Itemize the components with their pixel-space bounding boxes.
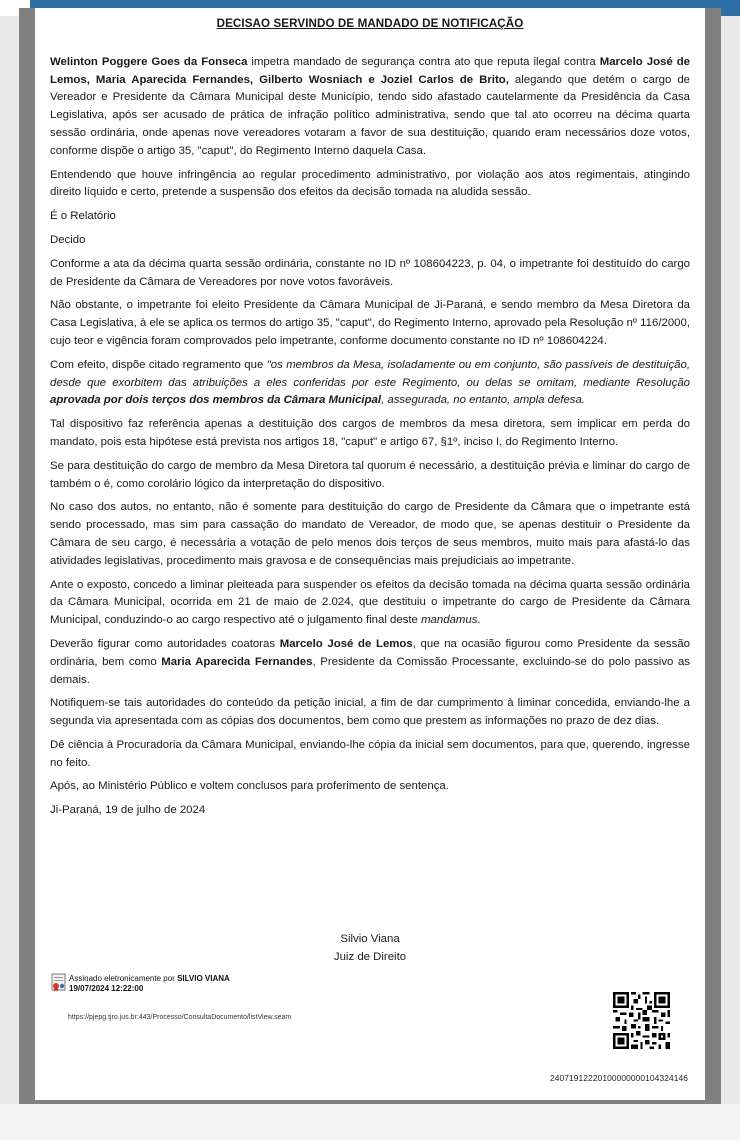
- regimento-quote-end: , assegurada, no entanto, ampla defesa.: [381, 394, 585, 407]
- paragraph-12: [50, 636, 690, 689]
- paragraph-5: Conforme a ata da décima quarta sessão ordinária, constante no ID nº 108604223, p. 04, o impetrante foi destituído do cargo de Presidente da Câmara de Vereadores por nove votos favoráveis.: [50, 257, 690, 288]
- paragraph-6: Não obstante, o impetrante foi eleito Presidente da Câmara Municipal de Ji-Paraná, e sendo membro da Mesa Diretora da Casa Legislativa, à ele se aplica os termos do artigo 35, "caput", do Regimento Interno, aprovado pela Resolução nº 116/2000, cujo teor e vigência foram comprovados pelo impetrante, conforme documento constante no ID nº 108604224.: [50, 299, 690, 347]
- coatora-2-name: Maria Aparecida Fernandes: [161, 655, 313, 668]
- regimento-quote-emphasis: aprovada por dois terços dos membros da Câmara Municipal: [50, 394, 382, 407]
- impetrante-name: Welinton Poggere Goes da Fonseca: [50, 55, 248, 68]
- paragraph-1: [50, 54, 690, 161]
- paragraph-12-text-a: Deverão figurar como autoridades coatoras: [50, 637, 280, 650]
- qr-code: [613, 992, 670, 1049]
- paragraph-7: [50, 357, 690, 410]
- certificate-icon: [51, 973, 67, 992]
- document-page: [35, 8, 705, 1100]
- paragraph-15: Após, ao Ministério Público e voltem conclusos para proferimento de sentença.: [50, 780, 449, 793]
- coatores-names: Marcelo José de Lemos, Maria Aparecida Fernandes, Gilberto Wosniach e Joziel Carlos de Brito,: [50, 55, 690, 86]
- paragraph-relatorio: É o Relatório: [50, 210, 116, 223]
- paragraph-decido: Decido: [50, 233, 86, 246]
- document-title: DECISAO SERVINDO DE MANDADO DE NOTIFICAÇÃO: [216, 17, 524, 30]
- signature-name: SILVIO VIANA: [177, 974, 230, 983]
- document-id: 24071912220100000000104324146: [550, 1073, 688, 1083]
- bottom-area: [0, 1104, 740, 1140]
- paragraph-13: Notifiquem-se tais autoridades do conteúdo da petição inicial, a fim de dar cumprimento à liminar concedida, enviando-lhe a segunda via apresentada com as cópias dos documentos, bem como que prestem as informações no prazo de dez dias.: [50, 697, 690, 728]
- paragraph-11: [50, 577, 690, 630]
- paragraph-2: Entendendo que houve infringência ao regular procedimento administrativo, por violação aos atos regimentais, atingindo direito líquido e certo, pretende a suspensão dos efeitos da decisão tomada na aludida sessão.: [50, 168, 690, 199]
- signer-name: Silvio Viana: [340, 933, 400, 945]
- paragraph-7-text-a: Com efeito, dispõe citado regramento que: [50, 358, 267, 371]
- paragraph-1-text-a: impetra mandado de segurança contra ato que reputa ilegal contra: [247, 55, 600, 68]
- paragraph-9: Se para destituição do cargo de membro da Mesa Diretora tal quorum é necessário, a destituição prévia e liminar do cargo de também o é, como corolário lógico da interpretação do dispositivo.: [50, 459, 690, 490]
- paragraph-14: Dê ciência à Procuradoria da Câmara Municipal, enviando-lhe cópia da inicial sem documentos, para que, querendo, ingresse no feito.: [50, 738, 690, 769]
- paragraph-10: No caso dos autos, no entanto, não é somente para destituição do cargo de Presidente da Câmara que o impetrante está sendo processado, mas sim para cassação do mandato de Vereador, de modo que, se apenas destituir o Presidente da Câmara de seu cargo, é necessária a votação de pelo menos dois terços de seus membros, muito mais para afastá-lo das atividades legislativas, procedimento mais gravosa e de consequências mais prejudiciais ao impetrante.: [50, 501, 690, 567]
- signature-text: [69, 974, 329, 993]
- signer-block: [35, 931, 705, 967]
- place-date: Ji-Paraná, 19 de julho de 2024: [50, 804, 206, 817]
- signature-datetime: 19/07/2024 12:22:00: [69, 983, 144, 993]
- verification-url[interactable]: https://pjepg.tjro.jus.br:443/Processo/ConsultaDocumento/listView.seam: [68, 1014, 292, 1021]
- paragraph-11-text-a: Ante o exposto, concedo a liminar pleiteada para suspender os efeitos da decisão tomada na décima quarta sessão ordinária da Câmara Municipal, ocorrida em 21 de maio de 2.024, que destituiu o impetrante do cargo de Presidente da Câmara Municipal, conduzindo-o ao cargo respectivo até o julgamento final deste: [50, 578, 690, 627]
- paragraph-11-text-b: .: [477, 614, 481, 627]
- mandamus-term: mandamus: [421, 614, 478, 627]
- paragraph-8: Tal dispositivo faz referência apenas a destituição dos cargos de membros da mesa diretora, sem implicar em perda do mandato, pois esta hipótese está prevista nos artigos 18, "caput" e artigo 67, §1º, inciso I, do Regimento Interno.: [50, 418, 690, 448]
- paragraph-12-text-b: , que na ocasião figurou como Presidente da sessão ordinária, bem como: [50, 637, 690, 668]
- signature-label: Assinado eletronicamente por: [69, 974, 178, 983]
- paragraph-1-text-b: alegando que detém o cargo de Vereador e Presidente da Câmara Municipal deste Município, tendo sido afastado cautelarmente da Presidência da Casa Legislativa, após ser acusado de prática de infração político administrativa, sendo que tal ato ocorreu na décima quarta sessão ordinária, onde apenas nove vereadores votaram a favor de sua destituição, quando eram necessários doze votos, conforme dispõe o artigo 35, "caput", do Regimento Interno daquela Casa.: [50, 73, 690, 157]
- regimento-quote: "os membros da Mesa, isoladamente ou em conjunto, são passíveis de destituição, desde que exorbitem das atribuições a eles conferidas por este Regimento, ou delas se omitam, mediante Resolução: [50, 358, 690, 389]
- coatora-1-name: Marcelo José de Lemos: [279, 637, 413, 650]
- paragraph-12-text-c: , Presidente da Comissão Processante, excluindo-se do polo passivo as demais.: [50, 655, 690, 686]
- signer-role: Juiz de Direito: [333, 950, 407, 963]
